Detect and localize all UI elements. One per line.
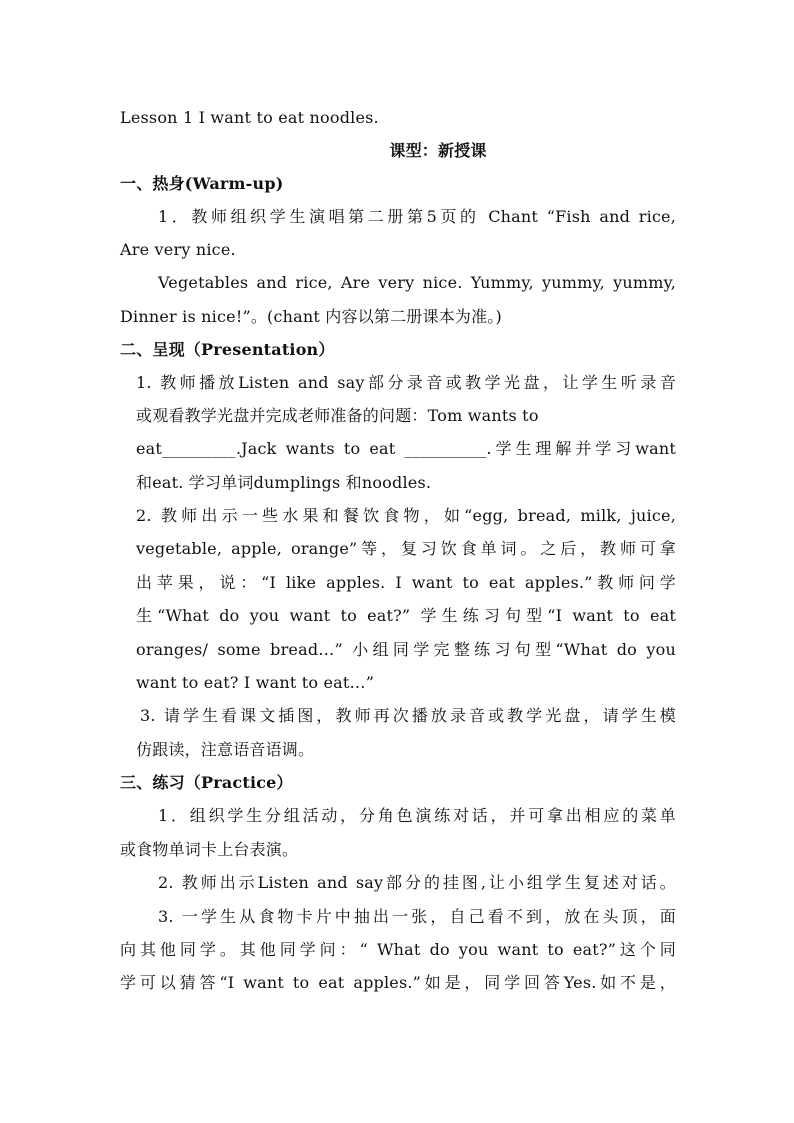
paragraph-line: vegetable, apple, orange”等，复习饮食单词。之后，教师可拿 [136,539,676,558]
paragraph-line: 1．教师组织学生演唱第二册第5页的 Chant “Fish and rice, [158,207,676,226]
paragraph-line: 仿跟读，注意语音语调。 [136,740,315,759]
paragraph-line: 或观看教学光盘并完成老师准备的问题：Tom wants to [136,406,539,425]
paragraph-line: Dinner is nice!”。(chant 内容以第二册课本为准。) [120,307,502,326]
paragraph-line: 向其他同学。其他同学问：“ What do you want to eat?”这个同 [120,940,676,959]
paragraph-line: 出苹果，说：“I like apples. I want to eat apples.”教师问学 [136,573,676,592]
paragraph-line: 3. 一学生从食物卡片中抽出一张，自己看不到，放在头顶，面 [158,907,676,926]
section-heading-practice: 三、练习（Practice） [120,773,293,792]
paragraph-line: Vegetables and rice, Are very nice. Yummy, yummy, yummy, [158,273,676,292]
paragraph-line: 生“What do you want to eat?” 学生练习句型“I want to eat [136,606,676,625]
paragraph-line: 1. 教师播放Listen and say部分录音或教学光盘，让学生听录音 [136,373,676,392]
lesson-type: 课型：新授课 [389,141,487,160]
section-heading-warmup: 一、热身(Warm-up) [120,174,284,193]
paragraph-line: 1．组织学生分组活动，分角色演练对话，并可拿出相应的菜单 [158,806,676,825]
paragraph-line: 或食物单词卡上台表演。 [120,840,299,859]
paragraph-line: 2. 教师出示Listen and say部分的挂图,让小组学生复述对话。 [158,873,676,892]
paragraph-line: 学可以猜答“I want to eat apples.”如是，同学回答Yes.如不是， [120,973,676,992]
paragraph-line: want to eat? I want to eat…” [136,673,375,692]
paragraph-line: 3. 请学生看课文插图，教师再次播放录音或教学光盘，请学生模 [140,706,676,725]
paragraph-line: 2. 教师出示一些水果和餐饮食物，如“egg, bread, milk, juice, [136,506,676,525]
paragraph-line: oranges/ some bread…” 小组同学完整练习句型“What do you [136,640,676,659]
paragraph-line: eat_________.Jack wants to eat __________.学生理解并学习want [136,439,676,458]
paragraph-line: Are very nice. [120,240,236,259]
lesson-title: Lesson 1 I want to eat noodles. [120,108,379,127]
section-heading-presentation: 二、呈现（Presentation） [120,340,335,359]
paragraph-line: 和eat. 学习单词dumplings 和noodles. [136,473,432,492]
